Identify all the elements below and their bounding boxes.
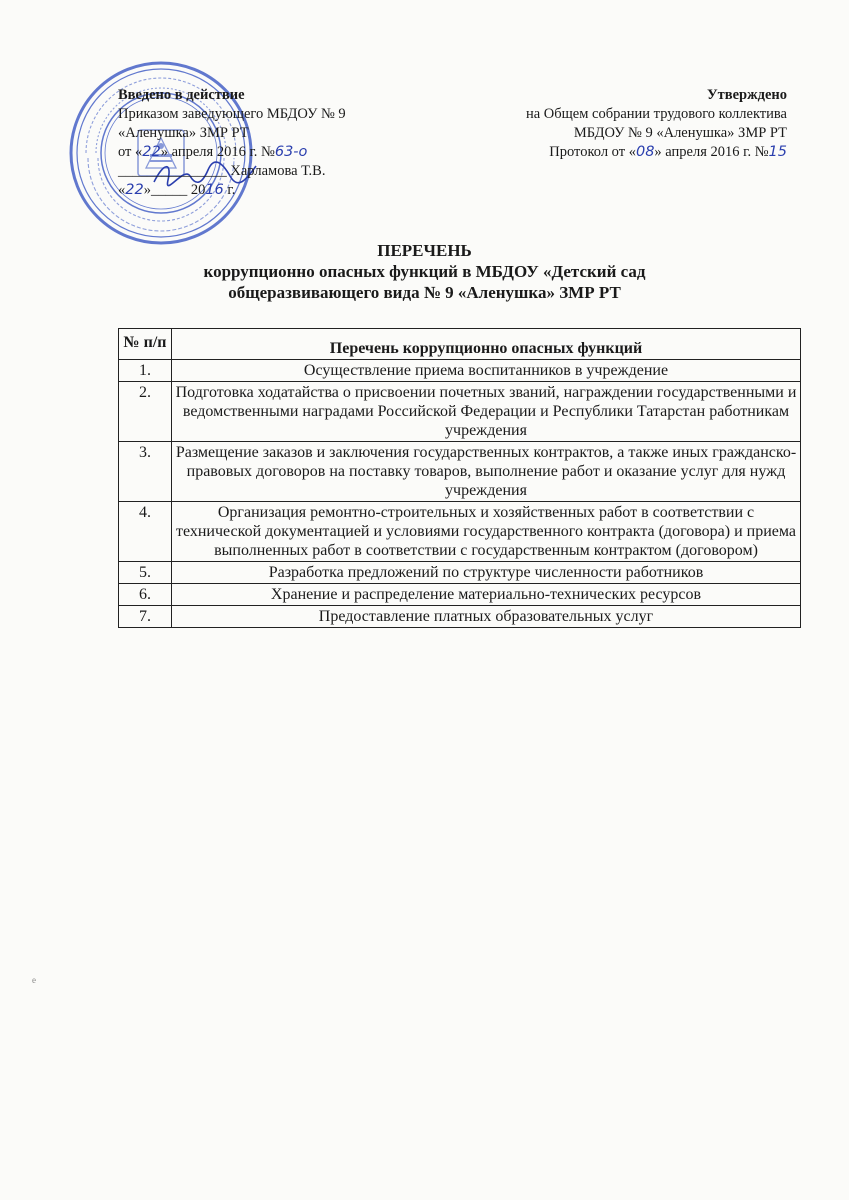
approved-meeting-line: на Общем собрании трудового коллектива: [525, 106, 787, 122]
title-line-1: ПЕРЕЧЕНЬ: [377, 241, 472, 260]
table-row: [119, 606, 801, 628]
table-row: [119, 502, 801, 562]
table-body: [119, 360, 801, 628]
functions-table: [118, 328, 801, 628]
handwritten-protocol-day: 08: [635, 144, 655, 160]
table-row: [119, 584, 801, 606]
signatory-line: _______________ Харламова Т.В.: [118, 163, 326, 179]
row-function-text: Разработка предложений по структуре численности работников: [172, 562, 801, 584]
protocol-line: Протокол от «08» апреля 2016 г. №15: [549, 144, 787, 160]
row-number: 6.: [119, 584, 172, 606]
signatory-name: Харламова Т.В.: [230, 163, 326, 179]
stray-mark: e: [32, 975, 36, 985]
row-number: 5.: [119, 562, 172, 584]
table-row: [119, 360, 801, 382]
document-title: [0, 240, 849, 303]
row-function-text: Хранение и распределение материально-технических ресурсов: [172, 584, 801, 606]
title-line-3: общеразвивающего вида № 9 «Аленушка» ЗМР РТ: [228, 283, 621, 302]
column-header-number: № п/п: [119, 329, 172, 360]
table-row: [119, 382, 801, 442]
enacted-order-line: Приказом заведующего МБДОУ № 9: [118, 106, 346, 122]
table-row: [119, 442, 801, 502]
row-function-text: Размещение заказов и заключения государственных контрактов, а также иных гражданско-правовых договоров на поставку товаров, выполнение работ и оказание услуг для нужд учреждения: [172, 442, 801, 502]
handwritten-order-number: 63-о: [274, 144, 308, 160]
row-number: 2.: [119, 382, 172, 442]
column-header-functions: Перечень коррупционно опасных функций: [172, 329, 801, 360]
row-function-text: Подготовка ходатайства о присвоении почетных званий, награждении государственными и ведомственными наградами Российской Федерации и Республики Татарстан работникам учреждения: [172, 382, 801, 442]
approved-org-line: МБДОУ № 9 «Аленушка» ЗМР РТ: [573, 125, 787, 141]
enacted-heading: Введено в действие: [118, 87, 245, 103]
enacted-date-line: от «22» апреля 2016 г. №63-о: [118, 144, 308, 160]
row-number: 7.: [119, 606, 172, 628]
enacted-block: [118, 86, 418, 200]
handwritten-protocol-number: 15: [768, 144, 787, 160]
row-number: 3.: [119, 442, 172, 502]
row-function-text: Осуществление приема воспитанников в учреждение: [172, 360, 801, 382]
table-header-row: [119, 329, 801, 360]
signature-date-line: «22»_____ 2016 г.: [118, 182, 236, 198]
table-row: [119, 562, 801, 584]
approved-block: [457, 86, 787, 162]
title-line-2: коррупционно опасных функций в МБДОУ «Детский сад: [203, 262, 646, 281]
row-function-text: Организация ремонтно-строительных и хозяйственных работ в соответствии с технической документацией и условиями государственного контракта (договора) и приема выполненных работ в соответствии с государственным контрактом (договором): [172, 502, 801, 562]
row-number: 4.: [119, 502, 172, 562]
row-number: 1.: [119, 360, 172, 382]
row-function-text: Предоставление платных образовательных услуг: [172, 606, 801, 628]
enacted-org-line: «Аленушка» ЗМР РТ: [118, 125, 249, 141]
handwritten-day: 22: [142, 144, 161, 160]
approved-heading: Утверждено: [707, 87, 787, 103]
